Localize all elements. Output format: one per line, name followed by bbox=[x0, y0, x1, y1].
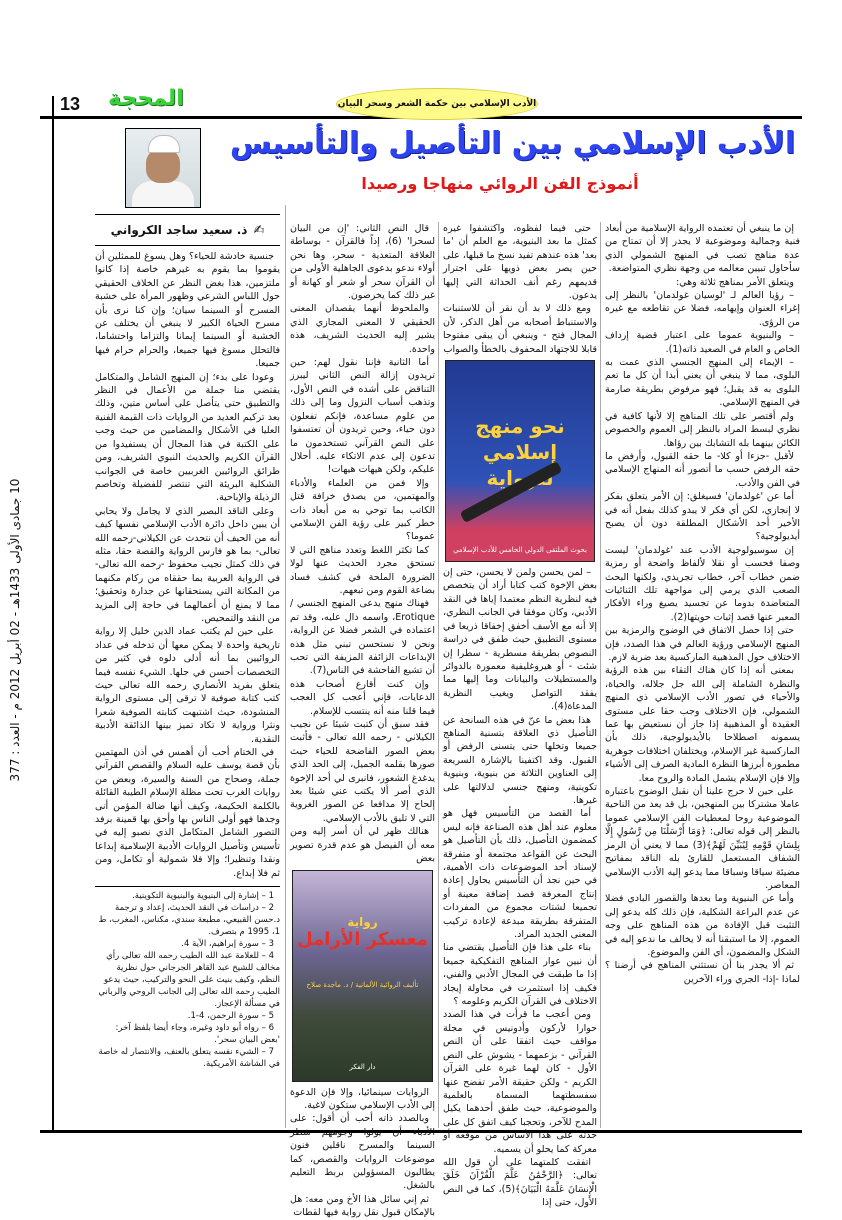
author-byline bbox=[95, 214, 280, 246]
paragraph: ويتعلق الأمر بمناهج ثلاثة وهي: bbox=[675, 276, 794, 288]
paragraph: وإن كنت أقارع أصحاب هذه الدعايات، فإني أعجب كل العجب فيما قلنا منه أنه ينتسب للإسلام. bbox=[290, 678, 435, 717]
paragraph: وإلا فمن من العلماء والأدباء والمهتمين، من يصدق خرافة قتل الكاتب بما توحي به من أبعاد ذات خطر كبير على رؤية الفن الإسلامي عموما؟ bbox=[290, 477, 435, 543]
paragraph: وعودا على بدء؛ إن المنهج الشامل والمتكامل يقتضي منا جملة من الأعمال في النظر والتطبيق حتى يتأصل على أساس متين، وذلك بعد تركيم العديد من الروايات ذات القيمة الفنية العليا في الأشكال والمضامين من حيث وجب على الكتبة في هذا المجال أن يستفيدوا من القرآن الكريم والحديث النبوي الشريف، ومن طرائق الروائيين الغربيين خاصة في الجوانب الشكلية البريئة التي تنتصر للفضيلة وتخاصم الرذيلة والإباحية. bbox=[95, 371, 280, 504]
footnotes bbox=[95, 886, 280, 1070]
sidebar-divider bbox=[52, 96, 54, 1132]
book-cover-image bbox=[445, 360, 595, 562]
article-subtitle: أنموذج الفن الروائي منهاجا ورصيدا bbox=[361, 174, 639, 193]
footnote: 4 – للعلامة عبد الله الطيب رحمه الله تعالى رأي مخالف للشيخ عبد القاهر الجرجاني حول نظرية النظم، وكيف بنيت على النحو والتركيب، حيث يدعو الطيب رحمه الله تعالى إلى الجانب الروحي والرباني في مسألة الإعجاز. bbox=[98, 951, 280, 1010]
paragraph: حتى إذا حصل الاتفاق في الوضوح والرمزية بين المنهج الإسلامي ورؤية العالم في هذا الصدد، فإن الاختلاف حول المذهبية الماركسية بعد ضربة لازم. bbox=[605, 625, 800, 663]
footnote: 3 – سورة إبراهيم، الآية 4. bbox=[181, 939, 274, 950]
column-divider bbox=[600, 222, 601, 1128]
author-name: ذ. سعيد ساجد الكرواني bbox=[110, 223, 248, 237]
pen-icon: ✍ bbox=[253, 222, 265, 238]
footnote: 5 – سورة الرحمن، 4-1. bbox=[187, 1011, 274, 1022]
article-column-4 bbox=[95, 250, 280, 1070]
paragraph: أما عن 'غولدمان' فسيغلق: إن الأمر يتعلق بفكر لا إنجازي، لكن أي فكر لا يبدو كذلك بفعل أنه في الأخير أحد الأشكال المطلقة دون أن يصبح أيديولوجية؟ bbox=[605, 491, 800, 543]
article-column-3 bbox=[290, 222, 435, 1220]
paragraph: كما تكثر اللغط وتعدد مناهج التي لا تستحق مجرد الحديث عنها لولا الضرورة الملحة في كشف فساد بضاعة القوم ومن تبعهم. bbox=[290, 544, 435, 596]
paragraph: ثم إني سائل هذا الأخ ومن معه: هل بالإمكان قبول نقل رواية فيها لقطات bbox=[290, 1193, 435, 1219]
paragraph: هنالك ظهر لي أن أسر إليه ومن معه أن الفيصل هو عدم قدرة تصوير بعض bbox=[290, 826, 435, 865]
paragraph: لأقبل -جزءا أو كلا- ما حقه القبول، وأرفض ما حقه الرفض حسب ما أتصور أنه المنهاج الإسلامي في الفن والأدب. bbox=[605, 450, 800, 489]
article-title: الأدب الإسلامي بين التأصيل والتأسيس bbox=[229, 126, 796, 161]
paragraph: وبالصدد ذاته أحب أن أقول: على الأدباء أن يولوا وجوههم شطر السينما والمسرح ناقلين فنون موضوعات الروايات والقصص، كما يطالبون المسؤولين بربط التعليم بالشغل. bbox=[290, 1113, 435, 1192]
paragraph: اتفقت كلمتهما على أن قول الله تعالى: ﴿الرَّحْمَٰنُ عَلَّمَ الْقُرْآنَ خَلَقَ الْإِنسَانَ عَلَّمَهُ الْبَيَانَ﴾(5)، كما في النص الأول، حتى إذا bbox=[443, 1156, 597, 1209]
paragraph: – والبنيوية عموما على اعتبار قضية إرداف الخاص و العام في الصعيد ذاته(1). bbox=[605, 330, 800, 355]
book-label: رواية bbox=[347, 914, 378, 929]
paragraph: إن سوسيولوجية الأدب عند 'غولدمان' ليست وصفا فحسب أو نقلا لألفاظ واضحة أو رمزية ضمن خطاب آخر، خطاب تجريدي، ولكنها البحث الصعب الذي يرمي إلى مواجهة تلك الثنائيات المتعاضدة بدوما عن تجسيد يصيغ وراء الأفكار المعبر عنها قصد إثبات حويتها(2). bbox=[605, 544, 800, 623]
column-divider bbox=[285, 205, 286, 1128]
paragraph: بمعنى أنه إذا كان هناك التقاء بين هذه الرؤية والنظرة الشاملة إلى الله جل جلاله، والحياة، والأحياء في تصور الأدب الإسلامي ذي المنهج الشمولي، فإن الاختلاف وجب حقا على مستوى العقيدة أو المذهبية إذا جاز أن نستعيض بها عما يسمونه اصطلاحا بالأيديولوجية، ذلك بأن الماركسية غير الإسلام، ويختلفان اختلافات جوهرية مطمورة أبرزها النظرة المادية الصرف إلى الأشياء وإلا فإن الإسلام يشمل المادة والروح معا. bbox=[605, 665, 800, 784]
paragraph: الروايات سينمائيا، وإلا فإن الدعوة إلى الأدب الإسلامي ستكون لاغية. bbox=[290, 1086, 435, 1111]
article-column-1 bbox=[605, 222, 800, 986]
paragraph: جنسية خادشة للحياء؟ وهل يسوغ للممثلين أن يقوموا بما يقوم به غيرهم خاصة إذا كانوا ملتزمين، هذا بغض النظر عن الخلاف الحقيقي حول اللباس الشرعي وظهور المرأة على خشبة المسرح أو السينما سيان؛ وإن كنا نرى بأن مسرح الحياة الكبير لا ينبغي أن يختلف عن الخشبة أو السينما إيمانا والتزاما واحتشاما، فالتحلل مسوغ فيها جميعا، والحرام حرام فيها جميعا. bbox=[95, 251, 280, 370]
paragraph: هذا بعض ما عنّ في هذه السانحة عن التأصيل ذي العلاقة بتسنية المناهج جميعا وتخلها حتى يتسنى الرفض أو القبول. وقد اكتفينا بالإشارة السريعة إلى العناوين الثلاثة من بنيوية، وبنيوية تكوينية، ومنهج جنسي لدلالتها على غيرها. bbox=[443, 714, 597, 806]
paragraph: ومع ذلك لا بد أن نقر أن للاستنبات والاستنباط أصحابه من أهل الذكر، لأن المجال فتح - وينبغي أن يبقى مفتوحا قابلا للاجتهاد المحفوف بالخطأ والصواب bbox=[443, 303, 597, 355]
page-number: 13 bbox=[60, 94, 81, 114]
magazine-logo: المحجة bbox=[108, 86, 184, 111]
paragraph: ثم ألا يجدر بنا أن نستثني المناهج في أرضنا ؟ لماذا -إذا- الجري وراء الآخرين bbox=[605, 960, 800, 985]
footnote: 2 – دراسات في النقد الحديث، إعداد و ترجمة د.حسن القبيعي، مطبعة سندي، مكناس، المغرب، ط 1، 1995 م بتصرف. bbox=[98, 903, 280, 938]
issue-info: 10 جمادى الأولى 1433هـ - 02 أبريل 2012 م - العدد : 377 bbox=[8, 478, 22, 782]
paragraph: وأما عن البنيوية وما بعدها والقصور البادي فضلا عن عدم البراعة الشكلية، فإن ذلك كله يدعو إلى التثبت قبل الإفادة من هذه المناهج على وجه العموم، إلا ما استبقنا أنه لا يخالف ما ندعو إليه في الشكل والمضمون، أي الفن والموضوع. bbox=[605, 893, 800, 958]
footnote: 1 – إشارة إلى البنيوية والبنيوية التكوينية. bbox=[132, 891, 274, 902]
paragraph: ومن أعجب ما قرأت في هذا الصدد حوارا لأركون وأدونيس في مجلة مواقف حيث اتفقا على أن النص القرآني - بزعمهما - يشوش على النص الأول - كان لهما غيرة على القرآن الكريم - ولكن حقيقة الأمر تفضح عنها سفسطتهما المسماة بالعلمية والموضوعية، حيث طفق أحدهما يكيل المدح للآخر، وتحجبا كيف اتفق كل على حدته على هذا الأساس من موقعه أو معركة كما يحلو أن يسميه. bbox=[443, 1009, 597, 1155]
section-badge bbox=[336, 88, 538, 120]
footnote: 7 – الشيء نفسه يتعلق بالعنف، والانتصار له خاصة في الشاشة الأمريكية. bbox=[98, 1047, 280, 1070]
book-subtitle: بحوث الملتقى الدولي الخامس للأدب الإسلامي bbox=[453, 546, 587, 555]
book-publisher: دار الفكر bbox=[349, 1062, 376, 1071]
paragraph: وعلى الناقد البصير الذي لا يجامل ولا يحابي أن يبين داخل دائرة الأدب الإسلامي نفسها كيف أنه من الحيف أن نتحدث عن الكيلاني-رحمه الله تعالى- بما هو فارس الرواية والقصة حقا، مثله في ذلك كمثل نجيب محفوظ -رحمه الله تعالى- في الرواية العربية بما حققاه من ركام مكنهما من المكانة التي يستحقانها عن جدارة وتحقيق؛ مما لا يمنع أن أعمالهما في حاجة إلى المزيد من النقد والتمحيص. bbox=[95, 505, 280, 624]
paragraph: إن ما ينبغي أن تعتمده الرواية الإسلامية من أبعاد فنية وجمالية وموضوعية لا يجدر إلا أن تمتاح من عدة مناهج تصب في المنهج الشمولي الذي سأحاول تبيين معالمه من وجهة نظري المتواضعة. bbox=[605, 223, 800, 275]
paragraph: بناء على هذا فإن التأصيل يقتضي منا أن نبين عوار المناهج التفكيكية جميعا إذا ما طبقت في المجال الأدبي والفني، فكيف إذا استثمرت في محاولة إيجاد الاختلاف في القرآن الكريم وعلومه ؟ bbox=[443, 942, 597, 1008]
paragraph: في الختام أحب أن أهمس في أذن المهتمين بأن قصة يوسف عليه السلام والقصص القرآني جملة، وصحاح من السنة والسيرة، وبعض من روايات الغرب تحت مظلة الإسلام الطيبة القائلة بالكلمة الحكيمة، وكيف أنها ضالة المؤمن أنى وجدها فهو أولى الناس بها وأحق بها قمينة برفد التصور الشامل المتكامل الذي نصبو إليه في تأسيس وتأصيل الروايات الأدبية الإسلامية إبداعا ونقدا وتنظيرا؛ وإلا فلا شمولية أو تكامل، ومن ثم فلا إبداع. bbox=[95, 747, 280, 879]
author-photo bbox=[125, 128, 201, 208]
paragraph: أما القصد من التأسيس فهل هو معلوم عند أهل هذه الصناعة فإنه ليس كمضمون التأصيل، ذلك بأن التأصيل هو البحث عن القواعد مجتمعة أو متفرقة لإسناد أحد الموضوعات ذات الأهمية، في حين نجد أن التأسيس يحاول إعادة إنتاج المعرفة قصد إضافة معينة أو تجميعا لشتات مجموع من المفردات المتفرقة بطريقة مبدعة لإعادة تركيب المعنى الجديد المراد. bbox=[443, 808, 597, 941]
column-divider bbox=[438, 222, 439, 1128]
book-title: معسكر الأرامل bbox=[297, 928, 428, 950]
paragraph: فهناك منهج يدعى المنهج الجنسي / Erotique، واسمه دال عليه، وقد تم اعتماده في الشعر فضلا عن الرواية، ونحن لا نستحسن تبني مثل هذه الإبداعات الزائفة المزيفة التي تحب أن تشيع الفاحشة في الناس(7). bbox=[290, 598, 435, 677]
paragraph: حتى فيما لفظوه، واكتشفوا غيره كمثل ما بعد البنيوية، مع العلم أن 'ما بعد' هذه عندهم تفيد نسخ ما قبلها، على حين يصر بعض ذويها على اجترار قديمهم رغم أنف الحداثة التي إليها يدعون. bbox=[443, 223, 597, 302]
paragraph: – الإيماء إلى المنهج الجنسي الذي عمت به البلوى، مما لا ينبغي أن يعني أبدا أن كل ما تعم البلوى به قد يقبل؛ فهو مرفوض بطريقة صارمة في المنهج الإسلامي. bbox=[605, 357, 800, 409]
book-title-line: نحو منهج bbox=[475, 414, 565, 439]
paragraph: فقد سبق أن كتبت شيئا عن نجيب الكيلاني - رحمه الله تعالى - فأثبت بعض الصور الفاضحة للحياء حيث صورها بقلمه الجميل، إلى الحد الذي يدغدغ الشعور، فانبرى لي أحد الإخوة الذي أصر ألا يكتب عني شيئا بعد إلحاح إلا مدافعا عن الصور الغروية التي لا تليق بالأدب الإسلامي. bbox=[290, 719, 435, 824]
paragraph: – رؤيا العالم لـ 'لوسيان غولدمان' بالنظر إلى إغراء العنوان وإيهامه، فضلا عن تقاطعه مع غيره من الرؤى. bbox=[605, 290, 800, 328]
paragraph: والملحوظ أنهما يقصدان المعنى الحقيقي لا المعنى المجازي الذي يشير إليه الحديث الشريف، هذه واحدة. bbox=[290, 303, 435, 355]
article-column-2 bbox=[443, 222, 597, 1210]
paragraph: قال النص الثاني: 'إن من البيان لسحرا' (6)، إذاً فالقرآن - بوساطة العلاقة المتعدية - سحر، وها نحن أولاء ندعو بدعوى الجاهلية الأولى من أن القرآن سحر أو شعر أو كهانة أو غير ذلك كما يخرصون. bbox=[290, 223, 435, 302]
paragraph: على حين لم يكتب عماد الدين خليل إلا رواية تاريخية واحدة لا يمكن معها أن تدخله في عداد الروائيين بما أنه أدلى دلوه في كثير من التخصصات أحسن في جلها. الشيء نفسه فيما يتعلق بفريد الأنصاري رحمه الله تعالى حيث كتب كتابة صوفية لا ترقى إلى مستوى الرواية المنشودة، حيث اشتبهت كتابته الصوفية شعرا ونثرا ورواية لا تكاد تميز بينها الذائقة الأدبية النقدية. bbox=[95, 626, 280, 745]
paragraph: ولم أقتصر على تلك المناهج إلا لأنها كافية في نظري لبسط المراد بالنظر إلى العموم والخصوص الكائن بينهما بله التشابك بين رؤاها. bbox=[605, 410, 800, 449]
footnote: 6 – رواه أبو داود وغيره، وجاء أيضا بلفظ آخر: 'بعض البيان سحر'. bbox=[115, 1023, 280, 1046]
section-label: الأدب الإسلامي بين حكمة الشعر وسحر البيان bbox=[337, 99, 537, 109]
paragraph: على حين لا حرج علينا أن نقبل الوضوح باعتباره عاملا مشتركا بين المنهجين، بل قد يعد من الناحية الموضوعية روحا لمعطيات الفن الإسلامي عموما بالنظر إلى قوله تعالى: ﴿وَمَا أَرْسَلْنَا مِن رَّسُولٍ إِلَّا بِلِسَانِ قَوْمِهِ لِيُبَيِّنَ لَهُمْ﴾(3) مما لا يعني أن الرمز الشفاف المستعمل للقارئ بله الناقد بمفاتيح مضيئة سياقا وسباقا مما يدعو إليه الأدب الإسلامي المعاصر. bbox=[605, 786, 801, 891]
novel-cover-image bbox=[292, 870, 433, 1082]
paragraph: – لمن يحسن ولمن لا يحسن، حتى إن بعض الإخوة كتب كتابا أراد أن يتخصص فيه لنظرية النظم معتمدا إياها في النقد الأدبي، وكان موفقا في الجانب النظري، إلا أنه مع الأسف أخفق إخفاقا ذريعا في مستوى التطبيق حيث طفق في دراسة النصوص بطريقة مسطرية - سطرا إن شئت - أو هيروغليفية معمورة بالدوائر والمستطيلات والبيانات وما إليها مما يفقد التواصل ويغيب النظرية المدعاة(4). bbox=[443, 567, 597, 713]
book-credits: تأليف الروائية الألمانية / د. ماجدة صلاح bbox=[306, 980, 419, 989]
book-title-line: إسلامي للرواية bbox=[482, 440, 558, 491]
paragraph: أما الثانية فإننا نقول لهم: حين تريدون إزالة النص الثاني ليبرز التناقض على أشده في النص الأول، وتذهب أسباب النزول وما إلى ذلك من علوم مساعدة، فإنكم تفعلون دون حياء، وحين تريدون أن تعتسفوا على النص القرآني تستخدمون ما تدعون إلى عدم الاتكاء عليه. أحلال عليكم، ولكن هيهات هيهات! bbox=[290, 357, 435, 476]
